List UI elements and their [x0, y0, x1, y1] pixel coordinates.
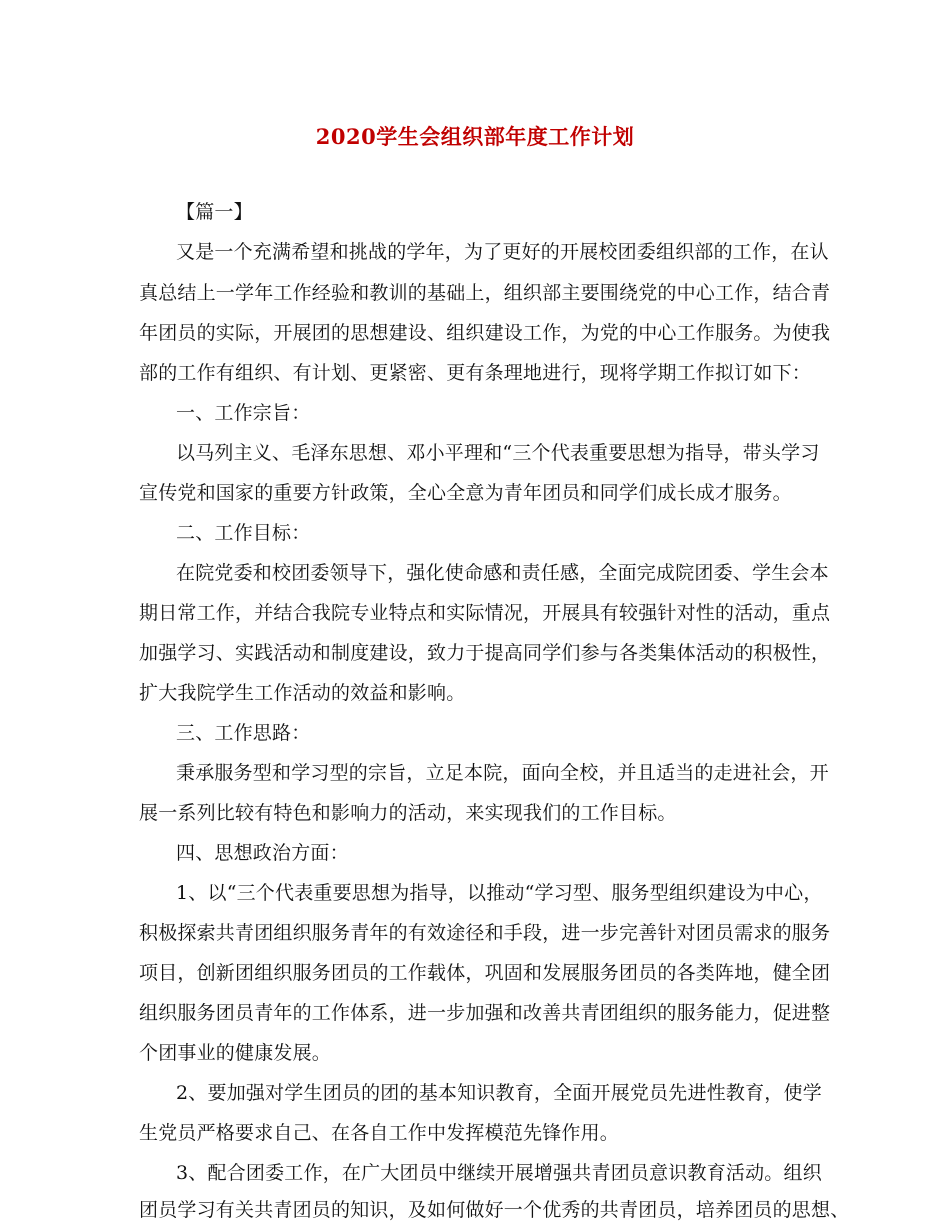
paragraph-line: 在院党委和校团委领导下，强化使命感和责任感，全面完成院团委、学生会本	[176, 562, 829, 584]
heading-line: 四、思想政治方面：	[176, 842, 349, 864]
paragraph-line: 组织服务团员青年的工作体系，进一步加强和改善共青团组织的服务能力，促进整	[139, 1002, 831, 1024]
paragraph-line: 部的工作有组织、有计划、更紧密、更有条理地进行，现将学期工作拟订如下：	[139, 362, 812, 384]
paragraph-line: 项目，创新团组织服务团员的工作载体，巩固和发展服务团员的各类阵地，健全团	[139, 962, 831, 984]
paragraph-line: 加强学习、实践活动和制度建设，致力于提高同学们参与各类集体活动的积极性，	[139, 642, 831, 664]
paragraph-line: 期日常工作，并结合我院专业特点和实际情况，开展具有较强针对性的活动，重点	[139, 602, 831, 624]
paragraph-line: 2、要加强对学生团员的团的基本知识教育，全面开展党员先进性教育，使学	[176, 1082, 822, 1104]
paragraph-line: 真总结上一学年工作经验和教训的基础上，组织部主要围绕党的中心工作，结合青	[139, 282, 831, 304]
paragraph-line: 展一系列比较有特色和影响力的活动，来实现我们的工作目标。	[139, 802, 677, 824]
paragraph-line: 积极探索共青团组织服务青年的有效途径和手段，进一步完善针对团员需求的服务	[139, 922, 831, 944]
paragraph-line: 1、以“三个代表重要思想为指导，以推动“学习型、服务型组织建设为中心，	[176, 882, 823, 904]
section-label: 【篇一】	[176, 201, 253, 223]
paragraph-line: 扩大我院学生工作活动的效益和影响。	[139, 682, 466, 704]
heading-line: 二、工作目标：	[176, 522, 311, 544]
paragraph-line: 3、配合团委工作，在广大团员中继续开展增强共青团员意识教育活动。组织	[176, 1162, 822, 1184]
paragraph-line: 又是一个充满希望和挑战的学年，为了更好的开展校团委组织部的工作，在认	[176, 241, 829, 263]
paragraph-line: 团员学习有关共青团员的知识，及如何做好一个优秀的共青团员，培养团员的思想、	[139, 1199, 850, 1221]
paragraph-line: 生党员严格要求自己、在各自工作中发挥模范先锋作用。	[139, 1122, 620, 1144]
heading-line: 一、工作宗旨：	[176, 402, 311, 424]
paragraph-line: 年团员的实际，开展团的思想建设、组织建设工作，为党的中心工作服务。为使我	[139, 322, 831, 344]
paragraph-line: 以马列主义、毛泽东思想、邓小平理和“三个代表重要思想为指导，带头学习	[176, 442, 820, 464]
document-title: 2020学生会组织部年度工作计划	[315, 124, 635, 149]
paragraph-line: 宣传党和国家的重要方针政策，全心全意为青年团员和同学们成长成才服务。	[139, 482, 792, 504]
paragraph-line: 个团事业的健康发展。	[139, 1042, 332, 1064]
heading-line: 三、工作思路：	[176, 722, 311, 744]
paragraph-line: 秉承服务型和学习型的宗旨，立足本院，面向全校，并且适当的走进社会，开	[176, 762, 829, 784]
